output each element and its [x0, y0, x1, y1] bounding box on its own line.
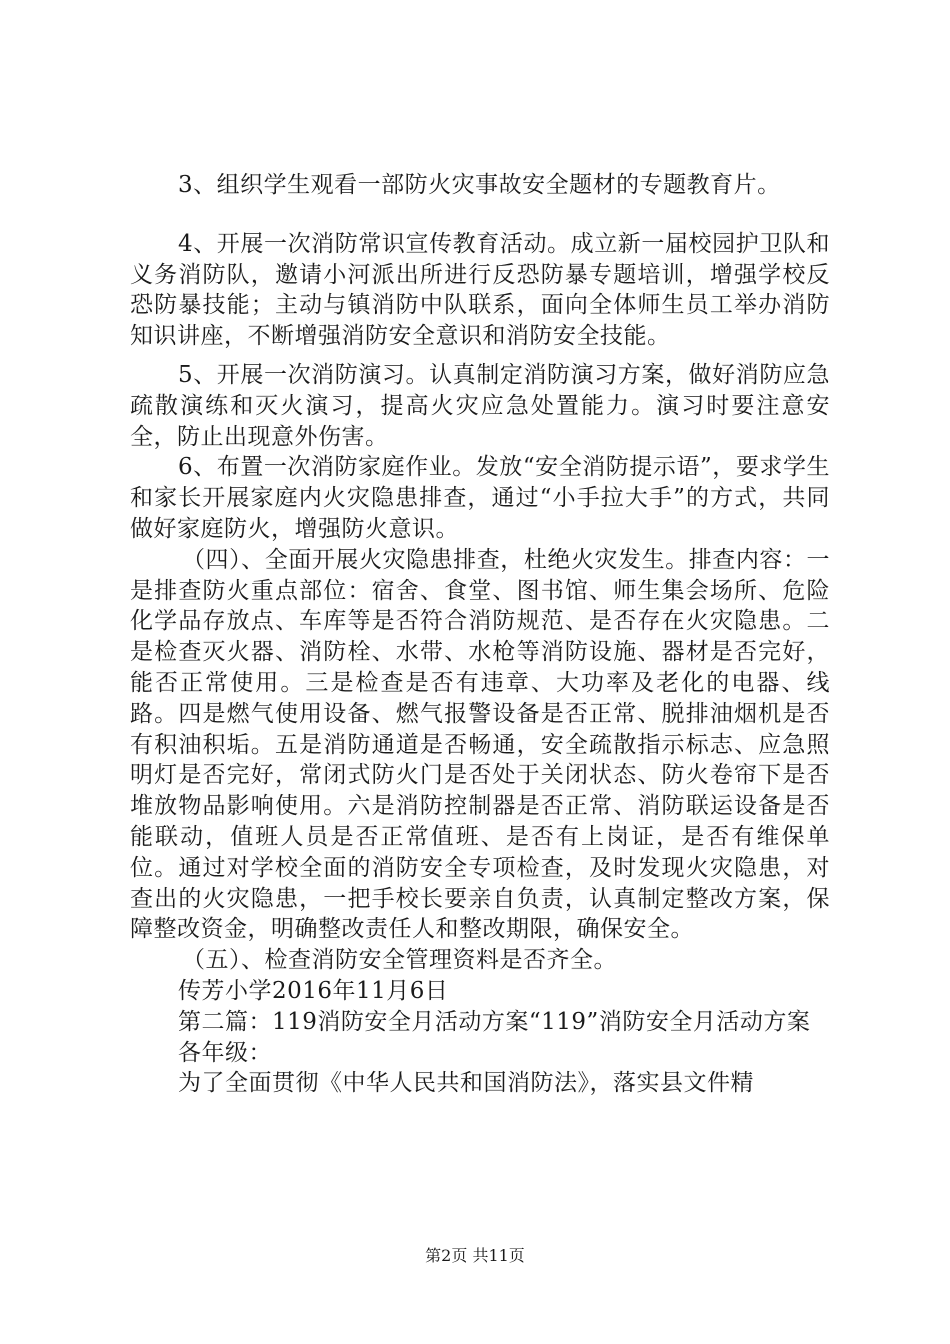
paragraph-signature: 传芳小学2016年11月6日 — [178, 977, 449, 1004]
paragraph-item-4: 4、开展一次消防常识宣传教育活动。成立新一届校园护卫队和义务消防队，邀请小河派出所进行反恐防暴专题培训，增强学校反恐防暴技能；主动与镇消防中队联系，面向全体师生员工举办消防知识讲座，不断增强消防安全意识和消防安全技能。 — [130, 230, 830, 350]
paragraph-section-5: （五）、检查消防安全管理资料是否齐全。 — [182, 947, 617, 974]
paragraph-item-6: 6、布置一次消防家庭作业。发放“安全消防提示语”，要求学生和家长开展家庭内火灾隐患排查，通过“小手拉大手”的方式，共同做好家庭防火，增强防火意识。 — [130, 454, 830, 542]
paragraph-salutation: 各年级： — [178, 1039, 272, 1066]
document-body — [130, 170, 830, 1099]
page-number-footer: 第2页 共11页 — [425, 1246, 525, 1265]
paragraph-section-4: （四）、全面开展火灾隐患排查，杜绝火灾发生。排查内容：一是排查防火重点部位：宿舍、食堂、图书馆、师生集会场所、危险化学品存放点、车库等是否符合消防规范、是否存在火灾隐患。二是检查灭火器、消防栓、水带、水枪等消防设施、器材是否完好，能否正常使用。三是检查是否有违章、大功率及老化的电器、线路。四是燃气使用设备、燃气报警设备是否正常、脱排油烟机是否有积油积垢。五是消防通道是否畅通，安全疏散指示标志、应急照明灯是否完好，常闭式防火门是否处于关闭状态、防火卷帘下是否堆放物品影响使用。六是消防控制器是否正常、消防联运设备是否能联动，值班人员是否正常值班、是否有上岗证，是否有维保单位。通过对学校全面的消防安全专项检查，及时发现火灾隐患，对查出的火灾隐患，一把手校长要亲自负责，认真制定整改方案，保障整改资金，明确整改责任人和整改期限，确保安全。 — [130, 546, 830, 943]
paragraph-item-5: 5、开展一次消防演习。认真制定消防演习方案，做好消防应急疏散演练和灭火演习，提高火灾应急处置能力。演习时要注意安全，防止出现意外伤害。 — [130, 361, 830, 450]
paragraph-intro: 为了全面贯彻《中华人民共和国消防法》，落实县文件精 — [178, 1070, 754, 1097]
paragraph-second-title: 第二篇：119消防安全月活动方案“119”消防安全月活动方案 — [178, 1008, 811, 1035]
paragraph-item-3: 3、组织学生观看一部防火灾事故安全题材的专题教育片。 — [178, 172, 781, 198]
